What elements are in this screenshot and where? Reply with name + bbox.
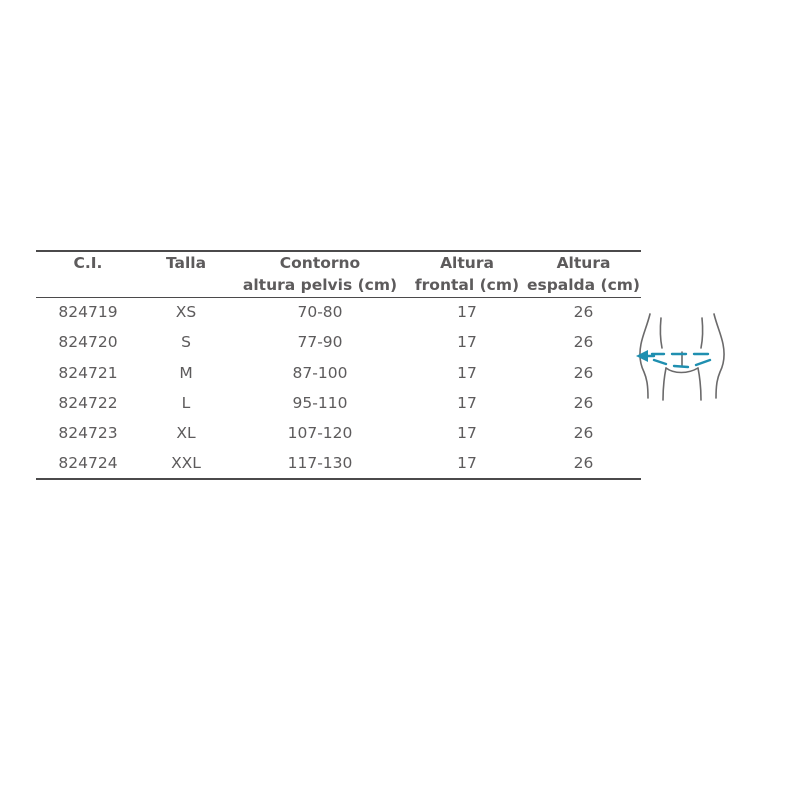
cell-talla: L [181, 393, 191, 412]
cell-contorno: 117-130 [287, 453, 353, 472]
cell-altura-espalda: 26 [573, 333, 594, 352]
cell-altura-espalda: 26 [573, 393, 594, 412]
bottom-rule-cell [408, 479, 526, 480]
table-row [36, 418, 641, 448]
cell-talla: XL [176, 423, 196, 442]
cell-ci: 824719 [36, 297, 140, 328]
cell-ci: 824722 [58, 393, 118, 412]
bottom-rule-cell [36, 479, 140, 480]
cell-altura-frontal: 17 [457, 393, 477, 412]
cell-contorno: 95-110 [292, 393, 348, 412]
cell-altura-espalda: 26 [573, 423, 594, 442]
table-bottom-rule-row [36, 479, 641, 480]
cell-ci: 824721 [58, 363, 118, 382]
cell-talla: XS [140, 297, 232, 328]
header-contorno-line1: Contorno [232, 251, 408, 274]
table-row [36, 328, 641, 358]
header-altura-frontal-line1: Altura [408, 251, 526, 274]
table-body [36, 297, 641, 480]
header-talla-line1: Talla [140, 251, 232, 274]
cell-talla: XXL [171, 453, 201, 472]
header-talla-line2 [140, 274, 232, 297]
header-contorno-line2: altura pelvis (cm) [242, 276, 398, 295]
cell-altura-espalda: 26 [573, 453, 594, 472]
cell-altura-espalda: 26 [573, 363, 594, 382]
bottom-rule-cell [526, 479, 641, 480]
cell-altura-frontal: 17 [457, 453, 477, 472]
cell-contorno: 107-120 [287, 423, 353, 442]
cell-ci: 824723 [58, 423, 118, 442]
bottom-rule-cell [140, 479, 232, 480]
cell-contorno: 70-80 [232, 297, 408, 328]
cell-altura-frontal: 17 [457, 363, 477, 382]
header-altura-espalda-line1: Altura [526, 251, 641, 274]
size-table [36, 250, 641, 480]
table-row [36, 358, 641, 388]
pelvis-measurement-diagram-icon [630, 312, 762, 408]
cell-talla: M [179, 363, 193, 382]
cell-altura-frontal: 17 [457, 333, 477, 352]
cell-ci: 824724 [58, 453, 118, 472]
table-header-row-line2 [36, 274, 641, 297]
table-row [36, 448, 641, 479]
cell-altura-espalda: 26 [526, 297, 641, 328]
bottom-rule-cell [232, 479, 408, 480]
header-altura-espalda-line2: espalda (cm) [526, 276, 641, 295]
cell-ci: 824720 [58, 333, 118, 352]
header-altura-frontal-line2: frontal (cm) [414, 276, 520, 295]
header-ci-line1: C.I. [36, 251, 140, 274]
cell-altura-frontal: 17 [457, 423, 477, 442]
cell-altura-frontal: 17 [408, 297, 526, 328]
table-head [36, 251, 641, 297]
table-row [36, 297, 641, 328]
cell-contorno: 87-100 [292, 363, 348, 382]
cell-contorno: 77-90 [297, 333, 343, 352]
cell-talla: S [181, 333, 191, 352]
header-ci-line2 [36, 274, 140, 297]
table-row [36, 388, 641, 418]
table-header-row-line1 [36, 251, 641, 274]
